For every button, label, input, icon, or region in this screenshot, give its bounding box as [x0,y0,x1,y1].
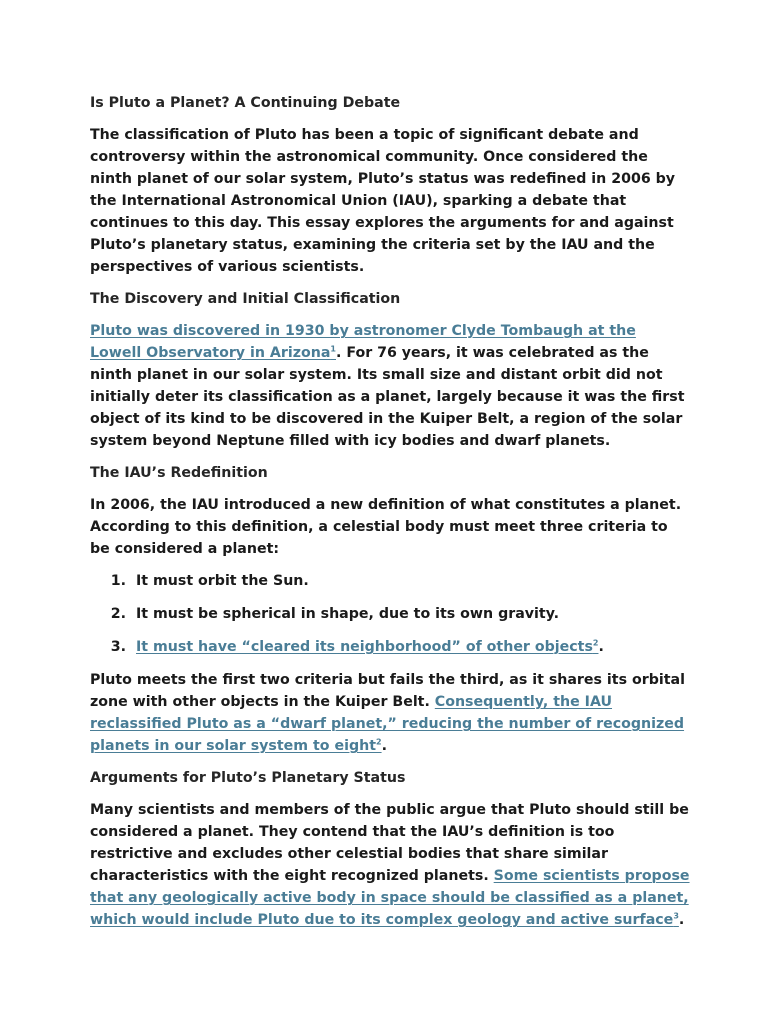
footnote-marker: 2 [376,737,382,747]
list-number: 2. [110,606,126,622]
list-item [90,603,690,625]
list-item [90,636,690,658]
reclassification-text: Pluto meets the first two criteria but fails the third, as it shares its orbital zone with other objects in the Kuiper Belt. [90,672,685,710]
arguments-end: . [678,912,685,928]
footnote-marker: 2 [592,638,599,648]
criteria-link-text: It must have “cleared its neighborhood” of other objects [136,639,593,655]
criteria-citation-link[interactable] [136,639,598,655]
list-item-text [136,636,690,658]
section-heading-redefinition: The IAU’s Redefinition [90,465,268,481]
reclassification-end: . [381,738,387,754]
intro-paragraph: The classification of Pluto has been a topic of significant debate and controversy within the astronomical community. Once considered the ninth planet of our solar system, Pluto’s status was redefined in 2006 by the International Astronomical Union (IAU), sparking a debate that continues to this day. This essay explores the arguments for and against Pluto’s planetary status, examining the criteria set by the IAU and the perspectives of various scientists. [90,127,676,275]
list-number: 1. [110,573,126,589]
footnote-marker: 3 [673,911,679,921]
list-number: 3. [110,639,126,655]
redefinition-intro: In 2006, the IAU introduced a new definition of what constitutes a planet. According to this definition, a celestial body must meet three criteria to be considered a planet: [90,497,682,557]
section-heading-discovery: The Discovery and Initial Classification [90,291,401,307]
list-item-text: It must orbit the Sun. [136,573,309,589]
discovery-paragraph-text: . For 76 years, it was celebrated as the ninth planet in our solar system. Its small size and distant orbit did not initially deter its classification as a planet, largely because it was the first object of its kind to be discovered in the Kuiper Belt, a region of the solar system beyond Neptune filled with icy bodies and dwarf planets. [90,345,685,449]
document-page [90,92,690,941]
criteria-list [90,570,690,658]
arguments-text: Many scientists and members of the public argue that Pluto should still be considered a planet. They contend that the IAU’s definition is too restrictive and excludes other celestial bodies that share similar characteristics with the eight recognized planets. [90,802,689,884]
section-heading-arguments: Arguments for Pluto’s Planetary Status [90,770,406,786]
geology-link-text: Some scientists propose that any geologically active body in space should be classified as a planet, which would include Pluto due to its complex geology and active surface [90,868,690,928]
list-item-text: It must be spherical in shape, due to its own gravity. [136,606,560,622]
list-item-punctuation: . [598,639,604,655]
list-item [90,570,690,592]
document-title: Is Pluto a Planet? A Continuing Debate [90,95,401,111]
reclassification-paragraph [90,669,690,757]
discovery-link-text: Pluto was discovered in 1930 by astronomer Clyde Tombaugh at the Lowell Observatory in Arizona [90,323,636,361]
reclassification-link-text: Consequently, the IAU reclassified Pluto as a “dwarf planet,” reducing the number of recognized planets in our solar system to eight [90,694,685,754]
footnote-marker: 1 [330,344,336,354]
arguments-paragraph [90,799,690,931]
discovery-paragraph [90,320,690,452]
